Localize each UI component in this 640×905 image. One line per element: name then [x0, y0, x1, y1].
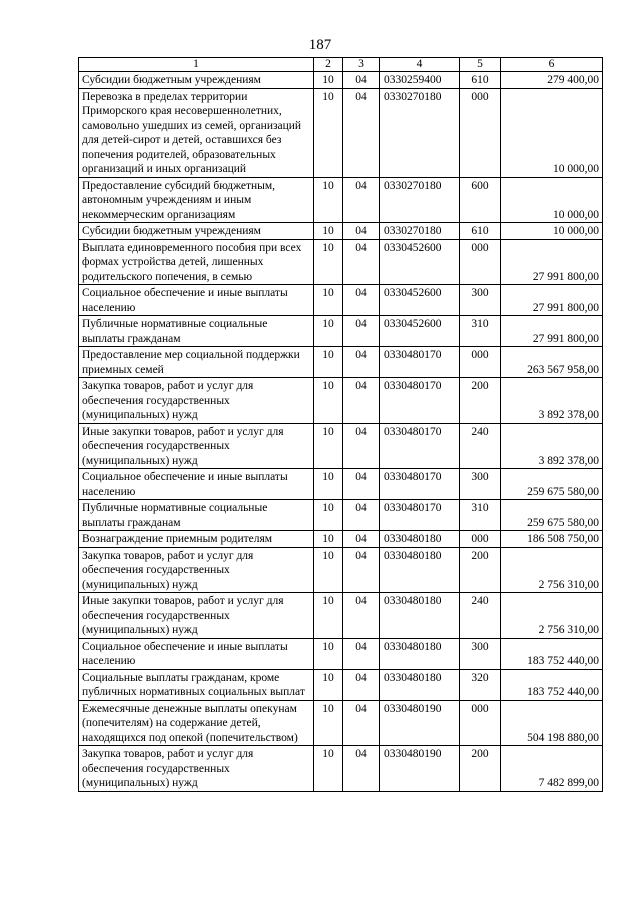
amount-cell: 2 756 310,00 [501, 593, 603, 639]
table-row [79, 239, 603, 285]
target-article-cell: 0330452600 [380, 285, 460, 316]
amount-cell: 504 198 880,00 [501, 700, 603, 746]
column-header-4: 4 [380, 58, 460, 72]
expense-type-cell: 000 [460, 239, 501, 285]
amount-cell: 259 675 580,00 [501, 500, 603, 531]
target-article-cell: 0330480170 [380, 469, 460, 500]
subsection-cell: 04 [343, 223, 380, 240]
page-number: 187 [308, 37, 332, 53]
section-cell: 10 [314, 285, 343, 316]
table-row [79, 531, 603, 548]
amount-cell: 7 482 899,00 [501, 746, 603, 792]
expense-type-cell: 310 [460, 500, 501, 531]
section-cell: 10 [314, 378, 343, 424]
table-row [79, 547, 603, 593]
target-article-cell: 0330480180 [380, 531, 460, 548]
subsection-cell: 04 [343, 531, 380, 548]
expense-type-cell: 000 [460, 347, 501, 378]
row-name-cell: Социальное обеспечение и иные выплаты населению [79, 285, 314, 316]
amount-cell: 186 508 750,00 [501, 531, 603, 548]
amount-cell: 27 991 800,00 [501, 316, 603, 347]
subsection-cell: 04 [343, 378, 380, 424]
column-header-3: 3 [343, 58, 380, 72]
subsection-cell: 04 [343, 593, 380, 639]
amount-cell: 279 400,00 [501, 72, 603, 89]
row-name-cell: Выплата единовременного пособия при всех формах устройства детей, лишенных родительского попечения, в семью [79, 239, 314, 285]
expense-type-cell: 300 [460, 469, 501, 500]
amount-cell: 2 756 310,00 [501, 547, 603, 593]
section-cell: 10 [314, 531, 343, 548]
table-row [79, 746, 603, 792]
table-row [79, 500, 603, 531]
subsection-cell: 04 [343, 469, 380, 500]
amount-cell: 183 752 440,00 [501, 638, 603, 669]
budget-table [78, 57, 603, 792]
table-row [79, 88, 603, 177]
amount-cell: 10 000,00 [501, 177, 603, 223]
table-row [79, 469, 603, 500]
subsection-cell: 04 [343, 88, 380, 177]
row-name-cell: Субсидии бюджетным учреждениям [79, 223, 314, 240]
column-header-2: 2 [314, 58, 343, 72]
subsection-cell: 04 [343, 423, 380, 469]
amount-cell: 27 991 800,00 [501, 239, 603, 285]
subsection-cell: 04 [343, 700, 380, 746]
expense-type-cell: 200 [460, 746, 501, 792]
target-article-cell: 0330259400 [380, 72, 460, 89]
subsection-cell: 04 [343, 347, 380, 378]
table-row [79, 669, 603, 700]
target-article-cell: 0330480190 [380, 700, 460, 746]
row-name-cell: Предоставление субсидий бюджетным, автономным учреждениям и иным некоммерческим организациям [79, 177, 314, 223]
expense-type-cell: 240 [460, 423, 501, 469]
amount-cell: 263 567 958,00 [501, 347, 603, 378]
expense-type-cell: 300 [460, 285, 501, 316]
expense-type-cell: 000 [460, 700, 501, 746]
target-article-cell: 0330480180 [380, 547, 460, 593]
amount-cell: 183 752 440,00 [501, 669, 603, 700]
table-header [79, 58, 603, 72]
target-article-cell: 0330270180 [380, 88, 460, 177]
table-row [79, 316, 603, 347]
table-body [79, 72, 603, 792]
subsection-cell: 04 [343, 285, 380, 316]
table-row [79, 223, 603, 240]
section-cell: 10 [314, 239, 343, 285]
section-cell: 10 [314, 638, 343, 669]
section-cell: 10 [314, 500, 343, 531]
row-name-cell: Публичные нормативные социальные выплаты гражданам [79, 316, 314, 347]
amount-cell: 3 892 378,00 [501, 423, 603, 469]
table-row [79, 285, 603, 316]
table-row [79, 378, 603, 424]
row-name-cell: Закупка товаров, работ и услуг для обеспечения государственных (муниципальных) нужд [79, 746, 314, 792]
expense-type-cell: 240 [460, 593, 501, 639]
column-header-6: 6 [501, 58, 603, 72]
target-article-cell: 0330270180 [380, 177, 460, 223]
row-name-cell: Предоставление мер социальной поддержки приемных семей [79, 347, 314, 378]
expense-type-cell: 000 [460, 88, 501, 177]
table-row [79, 177, 603, 223]
amount-cell: 10 000,00 [501, 223, 603, 240]
section-cell: 10 [314, 746, 343, 792]
expense-type-cell: 200 [460, 547, 501, 593]
row-name-cell: Публичные нормативные социальные выплаты гражданам [79, 500, 314, 531]
target-article-cell: 0330480170 [380, 347, 460, 378]
expense-type-cell: 320 [460, 669, 501, 700]
expense-type-cell: 610 [460, 72, 501, 89]
target-article-cell: 0330480190 [380, 746, 460, 792]
table-row [79, 423, 603, 469]
table-row [79, 638, 603, 669]
row-name-cell: Социальные выплаты гражданам, кроме публичных нормативных социальных выплат [79, 669, 314, 700]
subsection-cell: 04 [343, 177, 380, 223]
target-article-cell: 0330480180 [380, 638, 460, 669]
target-article-cell: 0330480180 [380, 593, 460, 639]
expense-type-cell: 310 [460, 316, 501, 347]
row-name-cell: Перевозка в пределах территории Приморского края несовершеннолетних, самовольно ушедших из семей, организаций для детей-сирот и детей, оставшихся без попечения родителей, образовательных организаций и иных организаций [79, 88, 314, 177]
section-cell: 10 [314, 223, 343, 240]
subsection-cell: 04 [343, 638, 380, 669]
row-name-cell: Иные закупки товаров, работ и услуг для обеспечения государственных (муниципальных) нужд [79, 423, 314, 469]
table-row [79, 700, 603, 746]
column-header-5: 5 [460, 58, 501, 72]
section-cell: 10 [314, 347, 343, 378]
column-header-1: 1 [79, 58, 314, 72]
section-cell: 10 [314, 316, 343, 347]
section-cell: 10 [314, 547, 343, 593]
row-name-cell: Социальное обеспечение и иные выплаты населению [79, 469, 314, 500]
row-name-cell: Закупка товаров, работ и услуг для обеспечения государственных (муниципальных) нужд [79, 378, 314, 424]
row-name-cell: Субсидии бюджетным учреждениям [79, 72, 314, 89]
target-article-cell: 0330480180 [380, 669, 460, 700]
section-cell: 10 [314, 177, 343, 223]
section-cell: 10 [314, 469, 343, 500]
section-cell: 10 [314, 423, 343, 469]
subsection-cell: 04 [343, 669, 380, 700]
target-article-cell: 0330452600 [380, 316, 460, 347]
section-cell: 10 [314, 593, 343, 639]
row-name-cell: Социальное обеспечение и иные выплаты населению [79, 638, 314, 669]
target-article-cell: 0330270180 [380, 223, 460, 240]
expense-type-cell: 600 [460, 177, 501, 223]
row-name-cell: Иные закупки товаров, работ и услуг для обеспечения государственных (муниципальных) нужд [79, 593, 314, 639]
amount-cell: 3 892 378,00 [501, 378, 603, 424]
subsection-cell: 04 [343, 500, 380, 531]
expense-type-cell: 300 [460, 638, 501, 669]
amount-cell: 259 675 580,00 [501, 469, 603, 500]
subsection-cell: 04 [343, 547, 380, 593]
target-article-cell: 0330480170 [380, 378, 460, 424]
section-cell: 10 [314, 700, 343, 746]
subsection-cell: 04 [343, 746, 380, 792]
amount-cell: 10 000,00 [501, 88, 603, 177]
section-cell: 10 [314, 88, 343, 177]
row-name-cell: Ежемесячные денежные выплаты опекунам (попечителям) на содержание детей, находящихся под опекой (попечительством) [79, 700, 314, 746]
target-article-cell: 0330480170 [380, 423, 460, 469]
target-article-cell: 0330452600 [380, 239, 460, 285]
expense-type-cell: 610 [460, 223, 501, 240]
section-cell: 10 [314, 72, 343, 89]
row-name-cell: Вознаграждение приемным родителям [79, 531, 314, 548]
amount-cell: 27 991 800,00 [501, 285, 603, 316]
section-cell: 10 [314, 669, 343, 700]
row-name-cell: Закупка товаров, работ и услуг для обеспечения государственных (муниципальных) нужд [79, 547, 314, 593]
target-article-cell: 0330480170 [380, 500, 460, 531]
subsection-cell: 04 [343, 316, 380, 347]
table-row [79, 347, 603, 378]
header-row [79, 58, 603, 72]
expense-type-cell: 000 [460, 531, 501, 548]
table-row [79, 72, 603, 89]
subsection-cell: 04 [343, 72, 380, 89]
table-row [79, 593, 603, 639]
expense-type-cell: 200 [460, 378, 501, 424]
subsection-cell: 04 [343, 239, 380, 285]
